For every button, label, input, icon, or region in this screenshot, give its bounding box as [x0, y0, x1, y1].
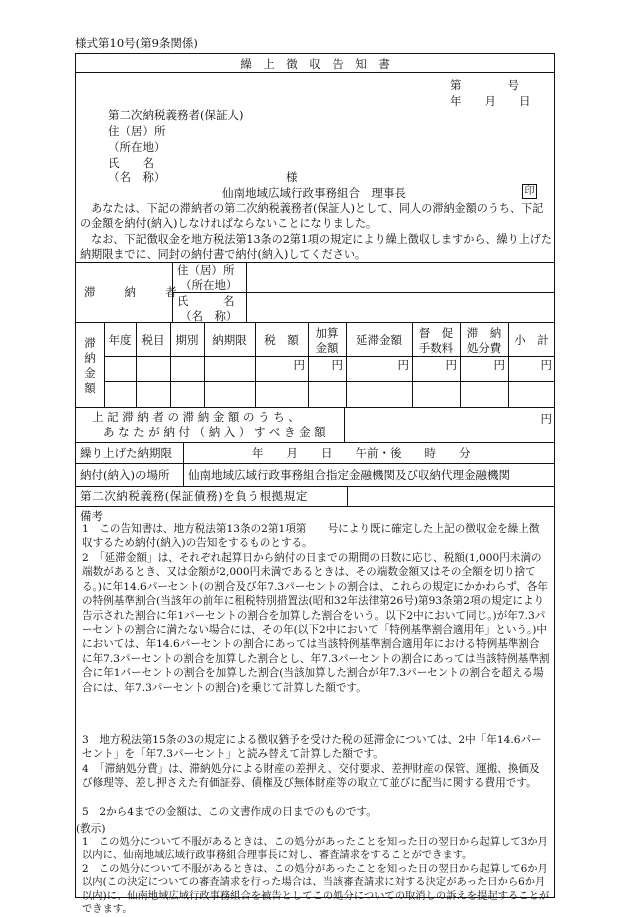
col-header-subtotal: 小 計: [514, 333, 549, 347]
form-number: 様式第10号(第9条関係): [75, 36, 198, 50]
document-number: 第 号: [450, 78, 519, 92]
col-header-due-date: 納期限: [212, 333, 247, 347]
payable-yen-unit: 円: [540, 412, 552, 426]
remarks-heading: 備考: [80, 509, 103, 523]
issuer: 仙南地域広域行政事務組合 理事長: [222, 186, 406, 200]
seal-mark: 印: [522, 184, 537, 199]
recipient-name-sub: （名 称）: [108, 170, 166, 184]
delinquent-name-sub: （名 称）: [180, 309, 238, 323]
deadline-label: 繰り上げた納期限: [80, 446, 172, 460]
yen-unit: 円: [493, 358, 505, 372]
delinquent-name-label: 氏 名: [177, 294, 235, 308]
deadline-value: 年 月 日 午前・後 時 分: [252, 446, 471, 460]
remark-item-4: 4 「滞納処分費」は、滞納処分による財産の差押え、交付要求、差押財産の保管、運搬、換価及び修理等、差し押さえた有価証券、債権及び無体財産等の取立て並びに配当に関する費用です。: [82, 763, 540, 790]
payment-place-label: 納付(納入)の場所: [80, 468, 170, 482]
intro-paragraph-2: なお、下記徴収金を地方税法第13条の2第1項の規定により繰上徴収しますから、繰り上げた納期限までに、同封の納付書で納付(納入)してください。: [80, 233, 552, 262]
recipient-heading: 第二次納税義務者(保証人): [108, 108, 244, 122]
col-header-disposition-cost: 滞 納処分費: [466, 326, 502, 355]
instruction-item-1: 1 この処分について不服があるときは、この処分があったことを知った日の翌日から起算して3か月以内に、仙南地域広域行政事務組合理事長に対し、審査請求をすることができます。: [82, 836, 548, 862]
payable-label-line-2: あなたが納付（納入）すべき金額: [103, 425, 330, 439]
remark-item-3: 3 地方税法第15条の3の規定による徴収猶予を受けた税の延滞金については、2中「年14.6パーセント」を「年7.3パーセント」と読み替えて計算した額です。: [82, 734, 542, 761]
yen-unit: 円: [293, 358, 305, 372]
remark-item-2: 2 「延滞金額」は、それぞれ起算日から納付の日までの期間の日数に応じ、税額(1,000円未満の端数があるとき、又は金額が2,000円未満であるときは、その端数金額又はその全額を切り捨てる。)に年14.6パーセント(の割合及び年7.3パーセントの割合は、これらの規定にかかわらず、各年の特例基準割合(当該年の前年に租税特別措置法(昭和32年法律第26号)第93条第2項の規定により告示された割合に年1パーセントの割合を加算した割合をいう。以下2中において同じ。)が年7.3パーセントの割合に満たない場合には、その年(以下2中において「特例基準割合適用年」という。)中においては、年14.6パーセントの割合にあっては当該特例基準割合適用年における特例基準割合に年7.3パーセントの割合を加算した割合とし、年7.3パーセントの割合にあっては当該特例基準割合に年1パーセントの割合を加算した割合(当該加算した割合が年7.3パーセントの割合を超える場合には、年7.3パーセントの割合)を乗じて計算した額です。: [82, 552, 550, 694]
document-title: 繰 上 徴 収 告 知 書: [240, 57, 390, 71]
yen-unit: 円: [397, 358, 409, 372]
remark-item-5: 5 2から4までの金額は、この文書作成の日までのものです。: [82, 806, 377, 818]
col-header-tax-amount: 税 額: [264, 333, 299, 347]
instruction-heading: (教示): [76, 823, 106, 835]
amount-side-label: 滞納金額: [84, 336, 96, 395]
remark-item-1: 1 この告知書は、地方税法第13条の2第1項第 号により既に確定した上記の徴収金を繰上徴収するため納付(納入)の告知をするものとする。: [82, 523, 540, 550]
payment-place-value: 仙南地域広域行政事務組合指定金融機関及び収納代理金融機関: [188, 468, 510, 482]
delinquent-address-label: 住（居）所: [177, 263, 235, 277]
recipient-address-label: 住（居）所: [108, 124, 166, 138]
recipient-honorific: 様: [286, 170, 298, 184]
col-header-tax-item: 税目: [141, 333, 165, 347]
col-header-demand-fee: 督 促手数料: [418, 326, 454, 355]
intro-paragraph-1: あなたは、下記の滞納者の第二次納税義務者(保証人)として、同人の滞納金額のうち、下記の金額を納付(納入)しなければならないことになりました。: [80, 202, 544, 231]
col-header-period: 期別: [175, 333, 199, 347]
yen-unit: 円: [540, 358, 552, 372]
delinquent-address-sub: （所在地）: [180, 278, 238, 292]
basis-label: 第二次納税義務(保証債務)を負う根拠規定: [80, 489, 308, 503]
col-header-late-fee: 延滞金額: [356, 333, 402, 347]
col-header-fiscal-year: 年度: [108, 333, 132, 347]
yen-unit: 円: [445, 358, 457, 372]
delinquent-label: 滞 納 者: [84, 285, 179, 299]
recipient-address-sub: （所在地）: [108, 140, 166, 154]
recipient-name-label: 氏 名: [108, 156, 154, 170]
instruction-item-2: 2 この処分について不服があるときは、この処分があったことを知った日の翌日から起算して6か月以内(この決定についての審査請求を行った場合は、当該審査請求に対する決定があった日から6か月以内)に、仙南地域広域行政事務組合を被告としてこの処分についての取消しの訴えを提起することができます。: [82, 863, 550, 916]
document-date: 年 月 日: [450, 94, 531, 108]
yen-unit: 円: [331, 358, 343, 372]
col-header-additional-amount: 加算金額: [315, 326, 339, 355]
payable-label-line-1: 上記滞納者の滞納金額のうち、: [92, 410, 304, 424]
